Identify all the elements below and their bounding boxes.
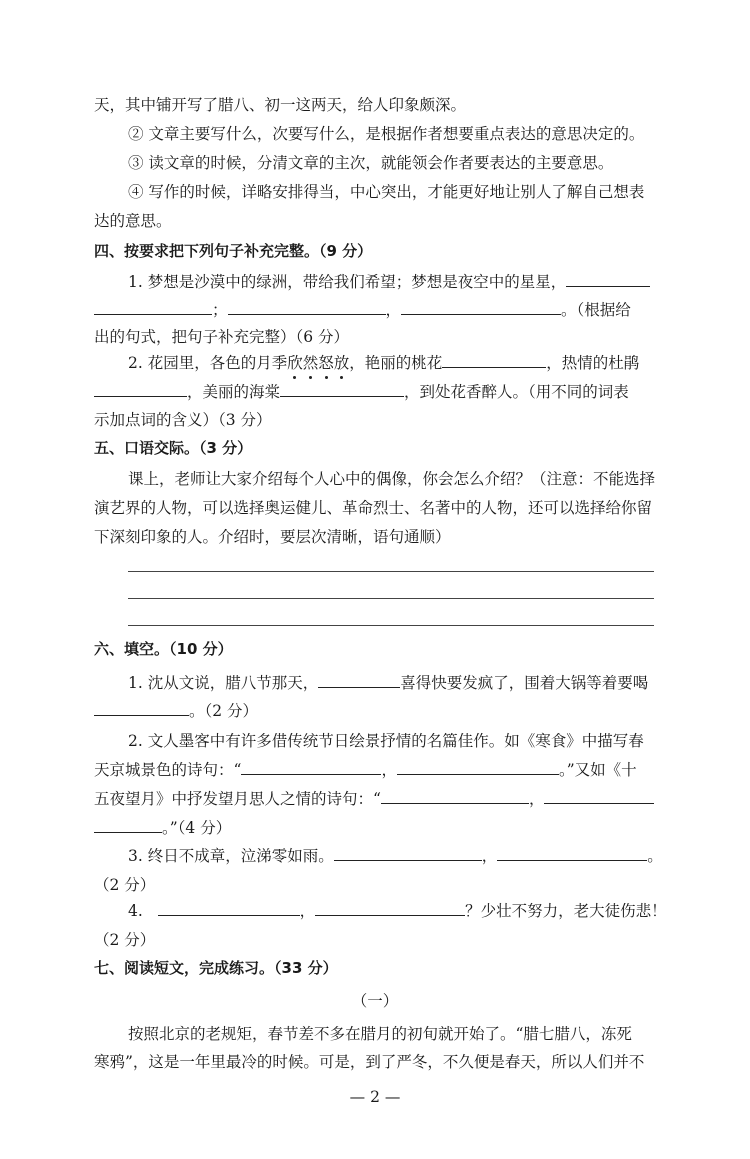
passage-line-1: 按照北京的老规矩，春节差不多在腊月的初旬就开始了。“腊七腊八，冻死 bbox=[128, 1025, 632, 1043]
s6-q3-text: 3. 终日不成章，泣涕零如雨。 bbox=[128, 847, 334, 865]
s4-q2-line-3: 示加点词的含义）（3 分） bbox=[94, 411, 272, 429]
punct: ， bbox=[481, 847, 498, 865]
page-number: — 2 — bbox=[349, 1088, 401, 1106]
s6-q3-score: （2 分） bbox=[94, 876, 156, 894]
intro-line-2: ② 文章主要写什么，次要写什么，是根据作者想要重点表达的意思决定的。 bbox=[128, 125, 645, 143]
s6-q4-num: 4. bbox=[128, 902, 143, 920]
dotted-char: 然 bbox=[302, 354, 319, 372]
intro-line-1: 天，其中铺开写了腊八、初一这两天，给人印象颇深。 bbox=[94, 96, 467, 114]
s6-q4-score: （2 分） bbox=[94, 931, 156, 949]
s6-q2-line-3 bbox=[94, 789, 654, 809]
s4-q1-line-1 bbox=[128, 272, 650, 292]
blank[interactable] bbox=[94, 382, 187, 397]
s6-q3-line-1 bbox=[128, 846, 663, 866]
blank[interactable] bbox=[241, 760, 381, 775]
s5-para-line-2: 演艺界的人物，可以选择奥运健儿、革命烈士、名著中的人物，还可以选择给你留 bbox=[94, 499, 653, 517]
s6-q1-text: 1. 沈从文说，腊八节那天， bbox=[128, 674, 319, 692]
answer-line[interactable] bbox=[128, 598, 654, 599]
s6-q1-line-2 bbox=[94, 701, 258, 721]
section-4-heading: 四、按要求把下列句子补充完整。（9 分） bbox=[94, 242, 373, 260]
section-7-heading: 七、阅读短文，完成练习。（33 分） bbox=[94, 959, 338, 977]
s4-q1-text: 1. 梦想是沙漠中的绿洲，带给我们希望；梦想是夜空中的星星， bbox=[128, 273, 567, 291]
s6-q2-text: 天京城景色的诗句：“ bbox=[94, 761, 242, 779]
section-6-heading: 六、填空。（10 分） bbox=[94, 640, 233, 658]
s4-q2-text: ，热情的杜鹃 bbox=[546, 354, 640, 372]
s4-q2-line-2 bbox=[94, 382, 629, 402]
s5-para-line-1: 课上，老师让大家介绍每个人心中的偶像，你会怎么介绍？（注意：不能选择 bbox=[128, 470, 656, 488]
intro-line-5: 达的意思。 bbox=[94, 212, 172, 230]
blank[interactable] bbox=[381, 789, 529, 804]
punct: ， bbox=[299, 902, 316, 920]
punct: ； bbox=[212, 301, 228, 319]
blank[interactable] bbox=[158, 901, 300, 916]
dotted-char: 放 bbox=[333, 354, 350, 372]
s6-q1-line-1 bbox=[128, 673, 648, 693]
s6-q4-text: ？少壮不努力，老大徒伤悲！ bbox=[465, 902, 667, 920]
blank[interactable] bbox=[94, 818, 162, 833]
dotted-char: 欣 bbox=[287, 354, 303, 372]
punct: ， bbox=[381, 761, 397, 779]
answer-line[interactable] bbox=[128, 571, 654, 572]
s4-q2-line-1 bbox=[128, 353, 639, 373]
blank[interactable] bbox=[442, 353, 546, 368]
s6-q2-text: 五夜望月》中抒发望月思人之情的诗句：“ bbox=[94, 790, 381, 808]
blank[interactable] bbox=[318, 673, 400, 688]
s4-q2-text: 2. 花园里，各色的月季 bbox=[128, 354, 288, 372]
punct: ， bbox=[385, 301, 402, 319]
s4-q1-line-2 bbox=[94, 300, 631, 320]
passage-line-2: 寒鸦”，这是一年里最冷的时候。可是，到了严冬，不久便是春天，所以人们并不 bbox=[94, 1053, 645, 1071]
blank[interactable] bbox=[497, 846, 647, 861]
section-5-heading: 五、口语交际。（3 分） bbox=[94, 439, 253, 457]
blank[interactable] bbox=[566, 272, 650, 287]
blank[interactable] bbox=[94, 300, 212, 315]
s6-q1-text: 喜得快要发疯了，围着大锅等着要喝 bbox=[400, 674, 649, 692]
intro-line-4: ④ 写作的时候，详略安排得当，中心突出，才能更好地让别人了解自己想表 bbox=[128, 183, 645, 201]
punct: 。 bbox=[647, 847, 663, 865]
s6-q1-text: 。（2 分） bbox=[189, 702, 259, 720]
blank[interactable] bbox=[280, 382, 404, 397]
dotted-char: 怒 bbox=[318, 354, 334, 372]
punct: ， bbox=[528, 790, 545, 808]
blank[interactable] bbox=[397, 760, 559, 775]
answer-line[interactable] bbox=[128, 625, 654, 626]
s4-q2-text: ，美丽的海棠 bbox=[187, 383, 281, 401]
s6-q2-line-2 bbox=[94, 760, 637, 780]
blank[interactable] bbox=[315, 901, 465, 916]
s4-q2-text: ，到处花香醉人。（用不同的词表 bbox=[404, 383, 629, 401]
s4-q1-end: 。（根据给 bbox=[561, 301, 631, 319]
blank[interactable] bbox=[401, 300, 561, 315]
intro-line-3: ③ 读文章的时候，分清文章的主次，就能领会作者要表达的主要意思。 bbox=[128, 154, 614, 172]
s4-q1-line-3: 出的句式，把句子补充完整）（6 分） bbox=[94, 328, 350, 346]
blank[interactable] bbox=[334, 846, 482, 861]
blank[interactable] bbox=[94, 701, 189, 716]
passage-part-label: （一） bbox=[351, 992, 399, 1010]
s6-q2-line-4 bbox=[94, 818, 231, 838]
s4-q2-text: ，艳丽的桃花 bbox=[349, 354, 443, 372]
s6-q2-line-1: 2. 文人墨客中有许多借传统节日绘景抒情的名篇佳作。如《寒食》中描写春 bbox=[128, 732, 644, 750]
s6-q2-text: 。”又如《十 bbox=[558, 761, 637, 779]
blank[interactable] bbox=[544, 789, 654, 804]
blank[interactable] bbox=[228, 300, 386, 315]
s5-para-line-3: 下深刻印象的人。介绍时，要层次清晰，语句通顺） bbox=[94, 528, 451, 546]
s6-q4-line-1 bbox=[128, 901, 667, 921]
s6-q2-text: 。”（4 分） bbox=[162, 819, 232, 837]
